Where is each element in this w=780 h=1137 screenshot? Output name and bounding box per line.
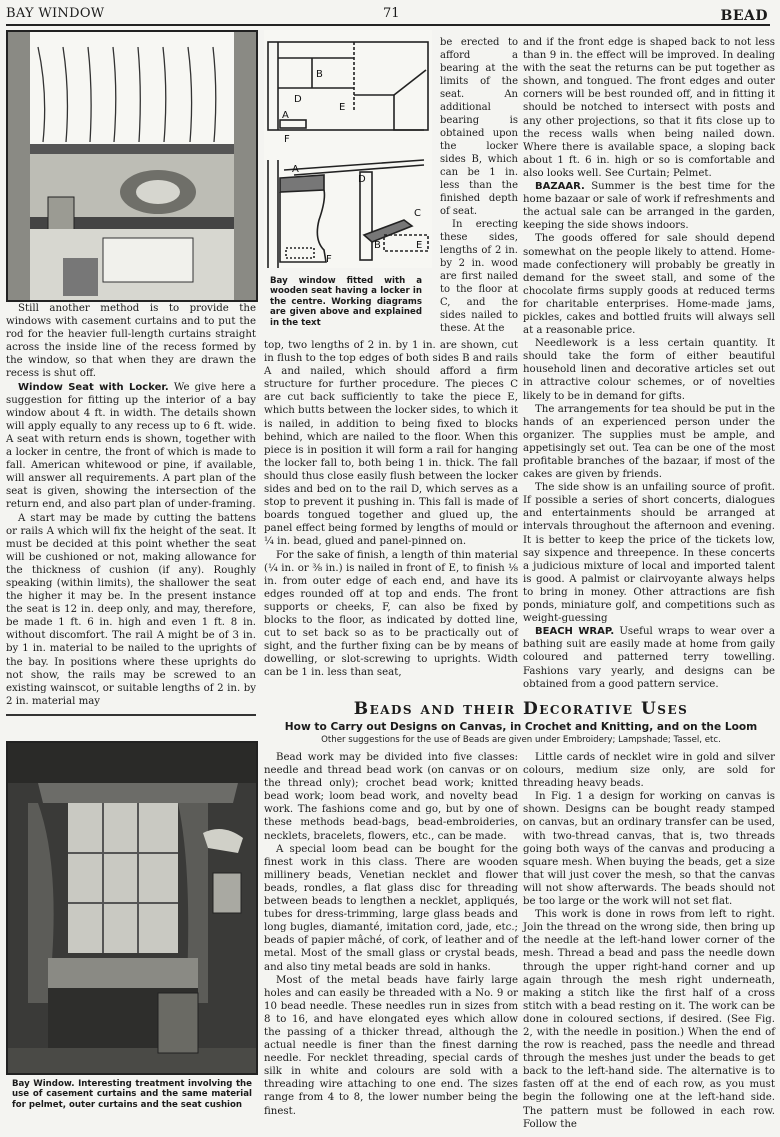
locker-working-diagram bbox=[264, 30, 432, 268]
curtain-photo-icon bbox=[8, 743, 256, 1073]
paragraph: and if the front edge is shaped back to not less than 9 in. the effect will be improved. In dealing with the seat the returns can be put together as shown, and tongued. The front edges and outer corners will be best rounded off, and in fitting it should be notched to intersect with posts and any other projections, so that it fits close up to the recess walls when being nailed down. Where there is available space, a sloping back about 1 ft. 6 in. high or so is comfortable and also looks well. See Curtain; Pelmet. bbox=[523, 37, 775, 179]
paragraph: Bead work may be divided into five classes: needle and thread bead work (on canvas or on the thread only); crochet bead work; knitted bead work; loom bead work, and novelty bead work. The fashions come and go, but by one of these methods bead-bags, bead-embroideries, necklets, bracelets, flowers, etc., can be made. bbox=[264, 752, 518, 842]
column-narrow-text bbox=[440, 36, 518, 335]
bay-window-curtain-photo bbox=[6, 741, 258, 1075]
diagram-label-d2: D bbox=[358, 174, 366, 185]
article-title: Beads and their Decorative Uses bbox=[353, 699, 689, 719]
paragraph: In Fig. 1 a design for working on canvas is shown. Designs can be bought ready stamped on canvas, but an ordinary transfer can be used, with two-thread canvas, that is, two threads going both ways of the canvas and producing a square mesh. When buying the beads, get a size that will just cover the mesh, so that the canvas will not show afterwards. The beads should not be too large or the work will not set flat. bbox=[523, 791, 775, 908]
column-bay-window-text bbox=[6, 302, 256, 708]
header-rule bbox=[6, 24, 770, 26]
paragraph-beach-wrap: BEACH WRAP. Useful wraps to wear over a bathing suit are easily made at home from gaily coloured and patterned terry towelling. Fashions vary yearly, and designs can be obtained from a good pattern service. bbox=[523, 626, 775, 690]
diagram-label-b2: B bbox=[374, 240, 381, 251]
header-right: BEAD bbox=[720, 8, 768, 24]
photo-caption: Bay Window. Interesting treatment involving the use of casement curtains and the same material for pelmet, outer curtains and the seat cushion bbox=[12, 1079, 252, 1110]
page-number: 71 bbox=[383, 6, 400, 21]
bay-window-seat-icon bbox=[8, 32, 256, 300]
diagram-label-f: F bbox=[284, 134, 290, 145]
locker-diagram-icon bbox=[264, 30, 432, 268]
column-locker-text bbox=[264, 339, 518, 679]
paragraph: be erected to afford a bearing at the limits of the seat. An additional bearing is obtained upon the locker sides B, which can be 1 in. less than the finished depth of seat. bbox=[440, 37, 518, 217]
paragraph: The goods offered for sale should depend somewhat on the people likely to attend. Home-made confectionery will probably be greatly in demand for the sweet stall, and some of the chocolate firms supply goods at reduced terms for charitable enterprises. Home-made jams, pickles, cakes and bottled fruits will always sell at a reasonable price. bbox=[523, 233, 775, 337]
running-header bbox=[6, 2, 774, 24]
diagram-label-a: A bbox=[282, 110, 289, 121]
column-bazaar-text bbox=[523, 36, 775, 691]
header-left: BAY WINDOW bbox=[6, 6, 105, 21]
paragraph: Little cards of necklet wire in gold and silver colours, medium size only, are sold for threading heavy beads. bbox=[523, 752, 775, 790]
paragraph: top, two lengths of 2 in. by 1 in. are shown, cut in flush to the top edges of both sides B and rails A and nailed, which should afford a firm structure for further procedure. The pieces C are cut back sufficiently to take the piece E, which butts between the locker sides, to which it is nailed, in addition to being fixed to blocks behind, which are nailed to the floor. When this piece is in position it will form a rail for hanging the locker fall to, both being 1 in. thick. The fall should thus close easily flush between the locker sides and bed on to the rail D, which serves as a stop to prevent it pushing in. This fall is made of boards tongued together and glued up, the panel effect being formed by lengths of mould or ¼ in. bead, glued and panel-pinned on. bbox=[264, 340, 518, 548]
diagram-label-b: B bbox=[316, 69, 323, 80]
paragraph-bazaar: BAZAAR. Summer is the best time for the home bazaar or sale of work if refreshments and the actual sale can be arranged in the garden, keeping the side shows indoors. bbox=[523, 181, 775, 232]
paragraph: Most of the metal beads have fairly large holes and can easily be threaded with a No. 9 or 10 bead needle. These needles run in sizes from 8 to 16, and have elongated eyes which allow the passing of a thicker thread, although the actual needle is finer than the finest darning needle. For necklet threading, special cards of silk in white and colours are sold with a threading wire attaching to one end. The sizes range from 4 to 8, the lower number being the finest. bbox=[264, 974, 518, 1117]
diagram-label-f2: F bbox=[326, 254, 332, 265]
diagram-label-a2: A bbox=[292, 164, 299, 175]
paragraph: A start may be made by cutting the battens or rails A which will fix the height of the seat. It must be decided at this point whether the seat will be cushioned or not, making allowance for the thickness of cushion (if any). Roughly speaking (within limits), the shallower the seat the higher it may be. In the present instance the seat is 12 in. deep only, and may, therefore, be made 1 ft. 6 in. high and even 1 ft. 8 in. without discomfort. The rail A might be of 3 in. by 1 in. material to be nailed to the uprights of the bay. In positions where these uprights do not show, the rails may be screwed to an existing wainscot, or suitable lengths of 2 in. by 2 in. material may bbox=[6, 512, 256, 707]
entry-heading-bazaar: BAZAAR. bbox=[535, 181, 585, 193]
diagram-label-e: E bbox=[339, 102, 346, 113]
diagram-label-c: C bbox=[414, 208, 421, 219]
paragraph-window-seat: Window Seat with Locker. We give here a suggestion for fitting up the interior of a bay window about 4 ft. in width. The details shown will apply equally to any recess up to 6 ft. wide. A seat with return ends is shown, together with a locker in centre, the front of which is made to fall. American whitewood or pine, if available, will answer all requirements. A part plan of the seat is given, showing the intersection of the return end, and also part plan of under-framing. bbox=[6, 381, 256, 511]
entry-heading-beach-wrap: BEACH WRAP. bbox=[535, 626, 615, 638]
paragraph: A special loom bead can be bought for the finest work in this class. There are wooden millinery beads, Venetian necklet and flower beads, rondles, a flat glass disc for threading between beads to lengthen a necklet, appliqués, tubes for dress-trimming, large glass beads and long bugles, diamanté, imitation cord, jade, etc.; beads of papier mâché, of cork, of leather and of metal. Most of the small glass or crystal beads, and also tiny metal beads are sold in hanks. bbox=[264, 843, 518, 973]
paragraph: In erecting these sides, lengths of 2 in. by 2 in. wood are first nailed to the floor at C, and the sides nailed to these. At the bbox=[440, 219, 518, 334]
section-heading: Window Seat with Locker. bbox=[18, 381, 169, 393]
article-subtitle: How to Carry out Designs on Canvas, in Crochet and Knitting, and on the Loom bbox=[284, 721, 758, 733]
diagram-label-d: D bbox=[294, 94, 302, 105]
column-beads-right bbox=[523, 751, 775, 1131]
paragraph: Needlework is a less certain quantity. It should take the form of either beautiful household linen and decorative articles set out in attractive colour schemes, or of novelties likely to be in demand for gifts. bbox=[523, 338, 775, 402]
paragraph: Still another method is to provide the windows with casement curtains and to put the rod for the heavier full-length curtains straight across the inside line of the recess formed by the window, so that when they are drawn the recess is shut off. bbox=[6, 303, 256, 380]
paragraph: The side show is an unfailing source of profit. If possible a series of short concerts, dialogues and entertainments should be arranged at intervals throughout the afternoon and evening. It is better to keep the price of the tickets low, say sixpence and threepence. In these concerts a judicious mixture of local and imported talent is good. A palmist or clairvoyante always helps to bring in money. Other attractions are fish ponds, miniature golf, and competitions such as weight-guessing bbox=[523, 482, 775, 625]
column-rule bbox=[6, 714, 256, 716]
bay-window-seat-illustration bbox=[6, 30, 258, 302]
diagram-caption: Bay window fitted with a wooden seat having a locker in the centre. Working diagrams are given above and explained in the text bbox=[270, 276, 422, 328]
paragraph: For the sake of finish, a length of thin material (¼ in. or ⅜ in.) is nailed in front of E, to finish ⅛ in. from outer edge of each end, and have its edges rounded off at top and ends. The front supports or cheeks, F, can also be fixed by blocks to the floor, as indicated by dotted line, cut to set back so as to be practically out of sight, and the further fixing can be by means of dowelling, or slot-screwing to uprights. Width can be 1 in. less than seat, bbox=[264, 549, 518, 679]
paragraph: The arrangements for tea should be put in the hands of an experienced person under the organizer. The supplies must be ample, and appetisingly set out. Tea can be one of the most profitable branches of the bazaar, if most of the cakes are given by friends. bbox=[523, 403, 775, 481]
diagram-label-e2: E bbox=[416, 240, 423, 251]
paragraph: This work is done in rows from left to right. Join the thread on the wrong side, then bring up the needle at the left-hand lower corner of the mesh. Thread a bead and pass the needle down through the upper right-hand corner and up again through the mesh right underneath, making a stitch like the first half of a cross stitch with a bead resting on it. The work can be done in coloured sections, if desired. (See Fig. 2, with the needle in position.) When the end of the row is reached, pass the needle and thread through the meshes just under the beads to get back to the left-hand side. The alternative is to fasten off at the end of each row, as you must begin the following one at the left-hand side. The pattern must be followed in each row. Follow the bbox=[523, 909, 775, 1130]
column-beads-left bbox=[264, 751, 518, 1118]
article-cross-reference: Other suggestions for the use of Beads are given under Embroidery; Lampshade; Tassel, etc. bbox=[321, 735, 721, 745]
